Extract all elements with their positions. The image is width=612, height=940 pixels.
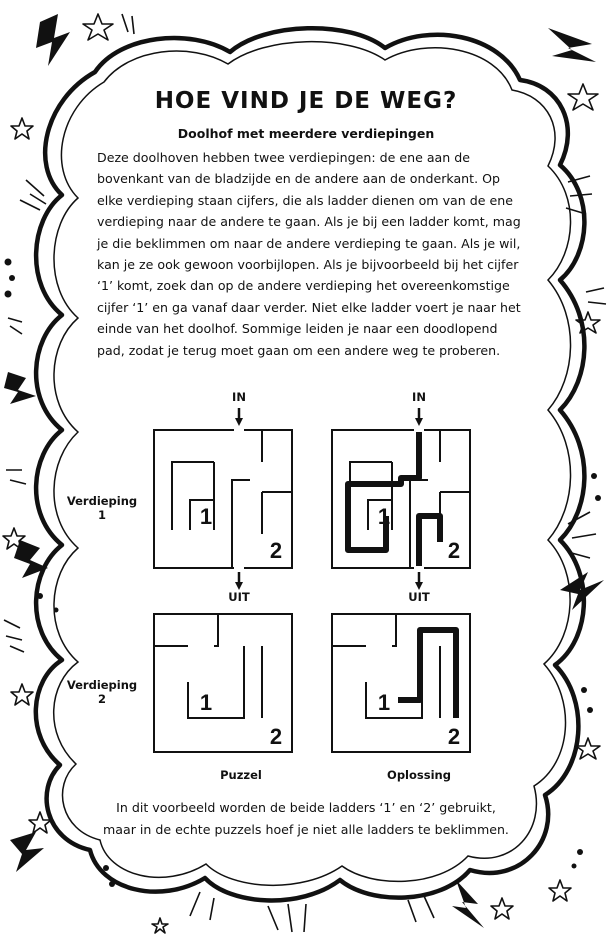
level-1-label-line2: 1	[97, 508, 106, 522]
level-2-label-line1: Verdieping	[66, 678, 138, 692]
level-1-label	[56, 494, 148, 522]
caption-line-1: In dit voorbeeld worden de beide ladders ‘1’ en ‘2’ gebruikt,	[116, 800, 496, 815]
ladder-1-label: 1	[377, 504, 391, 529]
caption	[0, 797, 612, 841]
in-label: IN	[232, 390, 246, 404]
level-2-label-line2: 2	[97, 692, 106, 706]
solution-path-level-2	[398, 630, 456, 718]
level-1-label-line1: Verdieping	[66, 494, 138, 508]
ladder-2-label: 2	[269, 538, 283, 563]
page-subtitle: Doolhof met meerdere verdiepingen	[177, 126, 435, 141]
ladder-1-label: 1	[199, 690, 213, 715]
out-label: UIT	[408, 590, 430, 604]
page-title: HOE VIND JE DE WEG?	[154, 88, 458, 114]
in-label: IN	[412, 390, 426, 404]
solution-label: Oplossing	[387, 768, 451, 782]
solution-path-level-1	[348, 432, 440, 566]
ladder-1-label: 1	[377, 690, 391, 715]
ladder-2-label: 2	[269, 724, 283, 749]
level-2-label	[56, 678, 148, 706]
puzzle-label: Puzzel	[220, 768, 262, 782]
caption-line-2: maar in de echte puzzels hoef je niet alle ladders te beklimmen.	[103, 822, 509, 837]
intro-paragraph: Deze doolhoven hebben twee verdiepingen: de ene aan de bovenkant van de bladzijde en de andere aan de onderkant. Op elke verdieping staan cijfers, die als ladder dienen om van de ene verdieping naar de andere te gaan. Als je bij een ladder komt, mag je die beklimmen om naar de andere verdieping te gaan. Als je wil, kan je ze ook gewoon voorbijlopen. Als je bijvoorbeeld bij het cijfer ‘1’ komt, zoek dan op de andere verdieping het overeenkomstige cijfer ‘1’ en ga vanaf daar verder. Niet elke ladder voert je naar het einde van het doolhof. Sommige leiden je naar een doodlopend pad, zodat je terug moet gaan om een andere weg te proberen.	[97, 150, 521, 358]
out-label: UIT	[228, 590, 250, 604]
ladder-2-label: 2	[447, 538, 461, 563]
ladder-1-label: 1	[199, 504, 213, 529]
ladder-2-label: 2	[447, 724, 461, 749]
